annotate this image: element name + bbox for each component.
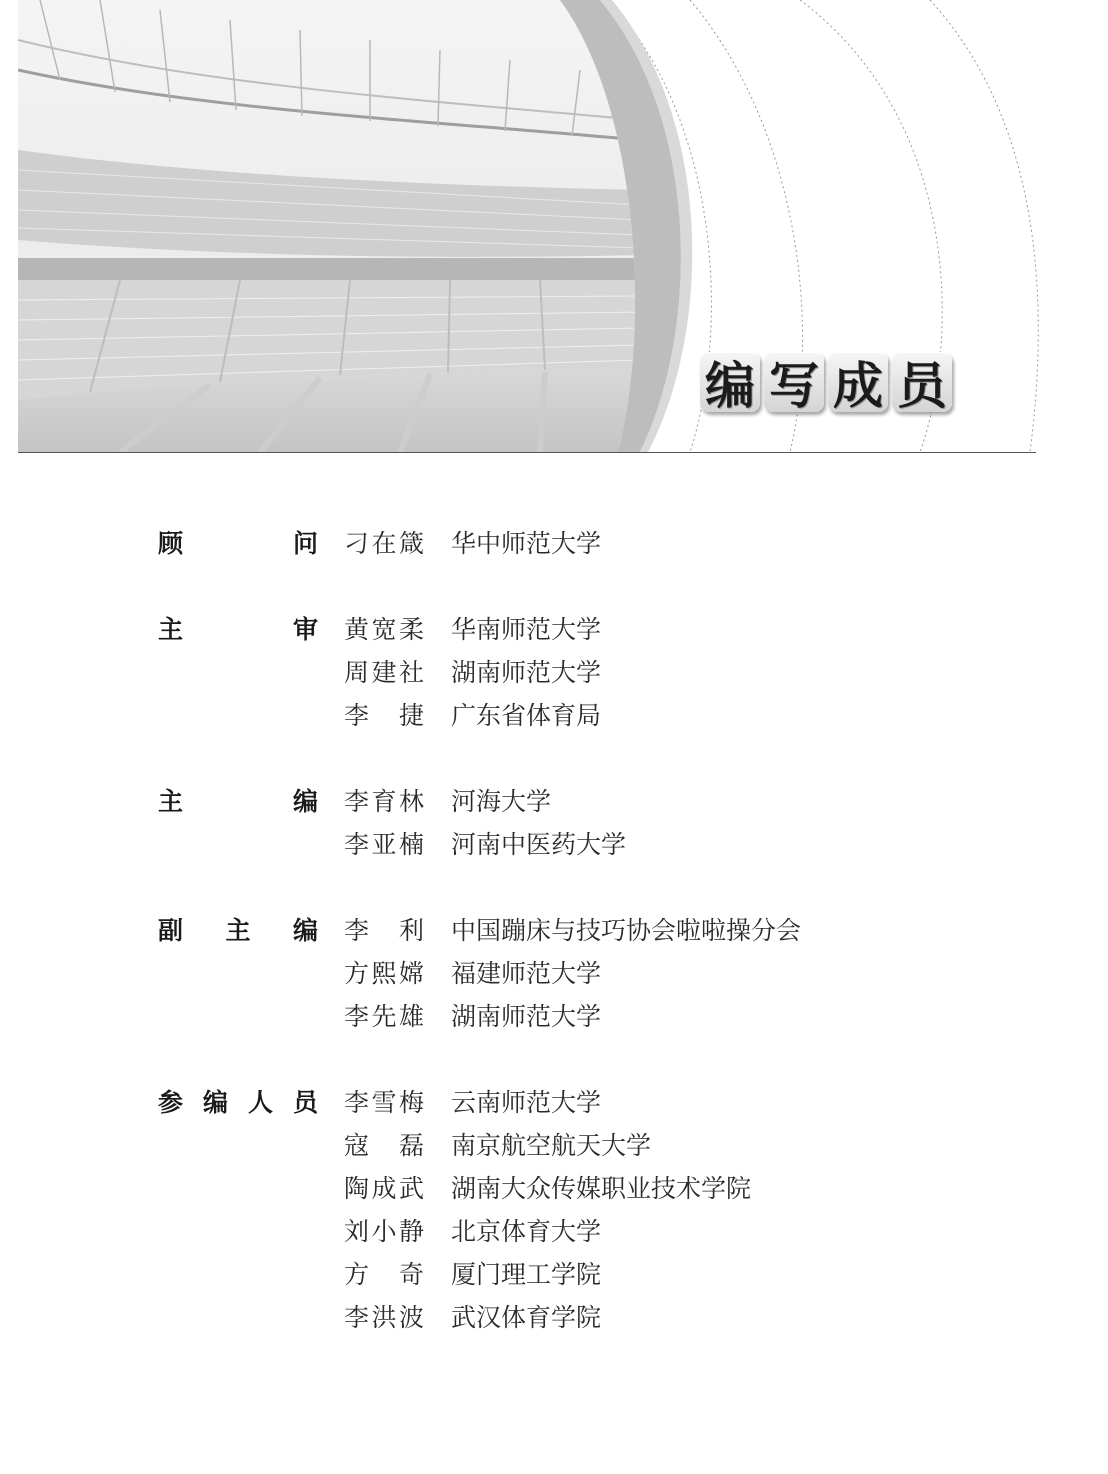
role-char: 主 xyxy=(225,916,251,945)
name-char: 方 xyxy=(344,1260,370,1289)
member-row xyxy=(158,1296,801,1339)
header-banner xyxy=(0,0,1108,460)
member-row xyxy=(158,780,801,823)
member-name xyxy=(344,1296,424,1339)
role-char: 主 xyxy=(158,615,184,644)
member-row xyxy=(158,694,801,737)
member-organization: 广东省体育局 xyxy=(451,701,602,730)
member-row xyxy=(158,1081,801,1124)
member-name xyxy=(344,1124,424,1167)
member-name xyxy=(344,608,424,651)
name-char: 宽 xyxy=(371,615,397,644)
role-char: 顾 xyxy=(158,529,184,558)
name-char: 李 xyxy=(344,916,370,945)
name-char: 林 xyxy=(398,787,424,816)
member-row xyxy=(158,651,801,694)
name-char: 建 xyxy=(371,658,397,687)
role-group xyxy=(158,780,801,866)
title-char: 写 xyxy=(764,352,824,412)
member-organization: 华中师范大学 xyxy=(451,529,602,558)
role-label xyxy=(158,1081,318,1124)
name-char: 李 xyxy=(344,830,370,859)
name-char: 刁 xyxy=(344,529,370,558)
role-char: 编 xyxy=(292,916,318,945)
role-char: 副 xyxy=(158,916,184,945)
role-group xyxy=(158,909,801,1038)
member-organization: 云南师范大学 xyxy=(451,1088,602,1117)
role-char: 人 xyxy=(247,1088,273,1117)
member-name xyxy=(344,1167,424,1210)
member-organization: 华南师范大学 xyxy=(451,615,602,644)
role-group xyxy=(158,522,801,565)
name-char: 箴 xyxy=(398,529,424,558)
member-row xyxy=(158,1167,801,1210)
role-char: 编 xyxy=(202,1088,228,1117)
role-group xyxy=(158,608,801,737)
member-row xyxy=(158,1124,801,1167)
member-row xyxy=(158,909,801,952)
name-char: 捷 xyxy=(398,701,424,730)
member-organization: 福建师范大学 xyxy=(451,959,602,988)
name-char: 刘 xyxy=(344,1217,370,1246)
role-label xyxy=(158,522,318,565)
name-char: 黄 xyxy=(344,615,370,644)
member-organization: 中国蹦床与技巧协会啦啦操分会 xyxy=(451,916,802,945)
name-char: 雄 xyxy=(398,1002,424,1031)
member-name xyxy=(344,995,424,1038)
member-name xyxy=(344,522,424,565)
page-title xyxy=(700,352,952,415)
member-organization: 厦门理工学院 xyxy=(451,1260,602,1289)
name-char: 梅 xyxy=(398,1088,424,1117)
name-char: 周 xyxy=(344,658,370,687)
member-name xyxy=(344,952,424,995)
title-char: 成 xyxy=(828,352,888,412)
title-char: 员 xyxy=(892,352,952,412)
title-char: 编 xyxy=(700,352,760,412)
member-name xyxy=(344,1081,424,1124)
name-char: 育 xyxy=(371,787,397,816)
name-char: 奇 xyxy=(398,1260,424,1289)
name-char: 成 xyxy=(371,1174,397,1203)
name-char: 社 xyxy=(398,658,424,687)
name-char: 雪 xyxy=(371,1088,397,1117)
role-label xyxy=(158,780,318,823)
name-char: 柔 xyxy=(398,615,424,644)
member-organization: 河南中医药大学 xyxy=(451,830,627,859)
role-char: 问 xyxy=(292,529,318,558)
name-char: 磊 xyxy=(398,1131,424,1160)
name-char: 先 xyxy=(371,1002,397,1031)
member-name xyxy=(344,1210,424,1253)
name-char: 李 xyxy=(344,1088,370,1117)
member-row xyxy=(158,952,801,995)
member-row xyxy=(158,1210,801,1253)
name-char: 小 xyxy=(371,1217,397,1246)
role-char: 审 xyxy=(292,615,318,644)
member-row xyxy=(158,522,801,565)
member-organization: 湖南大众传媒职业技术学院 xyxy=(451,1174,752,1203)
member-organization: 湖南师范大学 xyxy=(451,658,602,687)
name-char: 楠 xyxy=(398,830,424,859)
role-char: 编 xyxy=(292,787,318,816)
role-char: 主 xyxy=(158,787,184,816)
member-row xyxy=(158,1253,801,1296)
name-char: 利 xyxy=(398,916,424,945)
member-organization: 南京航空航天大学 xyxy=(451,1131,652,1160)
name-char: 方 xyxy=(344,959,370,988)
role-char: 员 xyxy=(292,1088,318,1117)
name-char: 静 xyxy=(398,1217,424,1246)
member-row xyxy=(158,823,801,866)
member-name xyxy=(344,651,424,694)
member-name xyxy=(344,780,424,823)
name-char: 波 xyxy=(398,1303,424,1332)
member-row xyxy=(158,608,801,651)
member-name xyxy=(344,823,424,866)
role-group xyxy=(158,1081,801,1339)
member-row xyxy=(158,995,801,1038)
member-organization: 湖南师范大学 xyxy=(451,1002,602,1031)
name-char: 熙 xyxy=(371,959,397,988)
name-char: 洪 xyxy=(371,1303,397,1332)
member-organization: 河海大学 xyxy=(451,787,552,816)
name-char: 在 xyxy=(371,529,397,558)
member-list xyxy=(158,522,801,1382)
name-char: 李 xyxy=(344,701,370,730)
role-label xyxy=(158,608,318,651)
name-char: 亚 xyxy=(371,830,397,859)
member-name xyxy=(344,694,424,737)
member-organization: 武汉体育学院 xyxy=(451,1303,602,1332)
name-char: 李 xyxy=(344,787,370,816)
name-char: 武 xyxy=(398,1174,424,1203)
name-char: 李 xyxy=(344,1303,370,1332)
name-char: 嫦 xyxy=(398,959,424,988)
name-char: 李 xyxy=(344,1002,370,1031)
name-char: 寇 xyxy=(344,1131,370,1160)
name-char: 陶 xyxy=(344,1174,370,1203)
role-char: 参 xyxy=(158,1088,184,1117)
member-name xyxy=(344,1253,424,1296)
role-label xyxy=(158,909,318,952)
member-organization: 北京体育大学 xyxy=(451,1217,602,1246)
member-name xyxy=(344,909,424,952)
